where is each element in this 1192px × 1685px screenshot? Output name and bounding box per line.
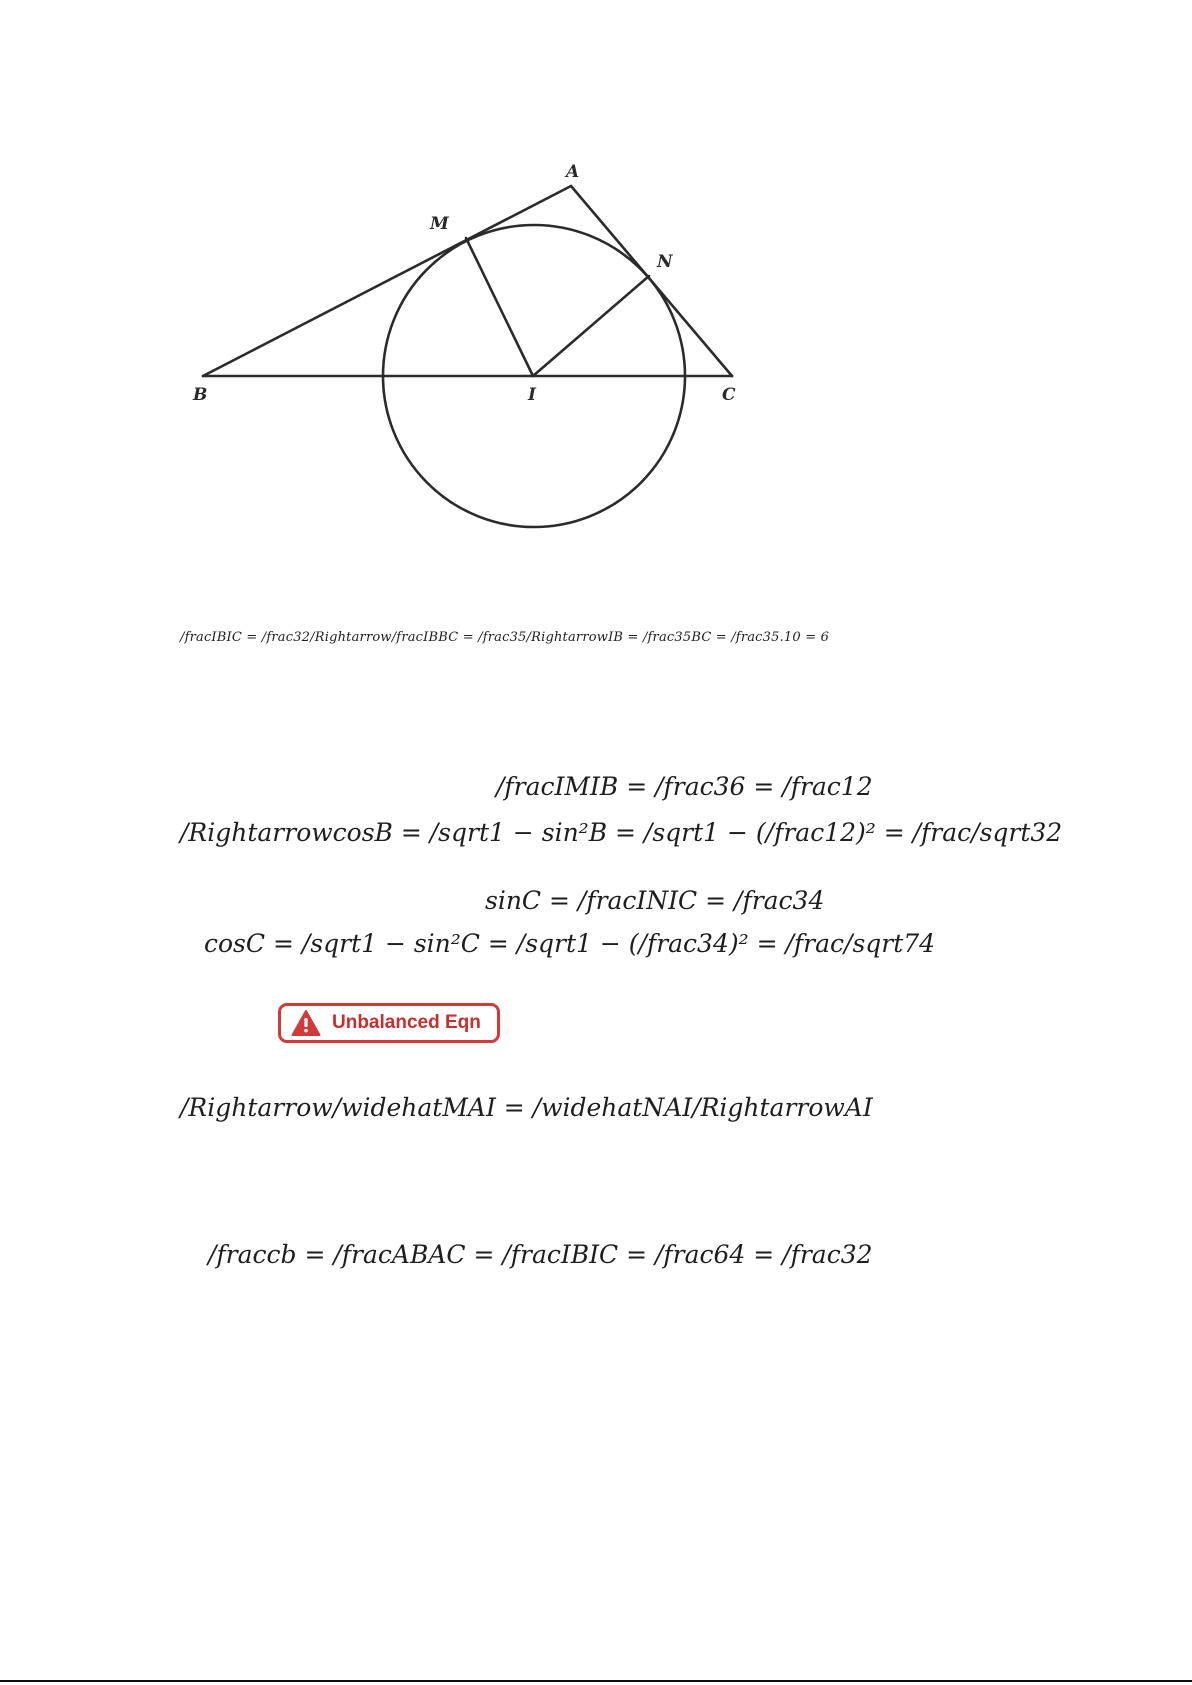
geometry-figure <box>0 0 1192 560</box>
equation-cb-ratio: /fraccb = /fracABAC = /fracIBIC = /frac64 = /frac32 <box>208 1240 873 1269</box>
equation-angle-bisector: /Rightarrow/widehatMAI = /widehatNAI/RightarrowAI <box>180 1093 873 1122</box>
label-point-b: B <box>193 385 208 405</box>
label-point-i: I <box>528 385 536 405</box>
warning-triangle-icon <box>291 1009 321 1037</box>
label-point-n: N <box>657 252 673 272</box>
page-bottom-rule <box>0 1680 1192 1682</box>
unbalanced-eqn-badge <box>278 1003 500 1043</box>
equation-im-ib: /fracIMIB = /frac36 = /frac12 <box>496 772 873 801</box>
equation-ib-bc-ratio: /fracIBIC = /frac32/Rightarrow/fracIBBC = /frac35/RightarrowIB = /frac35BC = /frac35.10 = 6 <box>180 630 830 645</box>
segment-in <box>533 276 649 376</box>
equation-cos-b: /RightarrowcosB = /sqrt1 − sin²B = /sqrt1 − (/frac12)² = /frac/sqrt32 <box>180 818 1063 847</box>
segment-im <box>466 238 533 376</box>
equation-cos-c: cosC = /sqrt1 − sin²C = /sqrt1 − (/frac34)² = /frac/sqrt74 <box>204 929 936 958</box>
equation-sin-c: sinC = /fracINIC = /frac34 <box>485 886 825 915</box>
badge-label: Unbalanced Eqn <box>332 1012 481 1033</box>
label-point-m: M <box>430 214 449 234</box>
label-point-a: A <box>566 162 580 182</box>
label-point-c: C <box>722 385 736 405</box>
